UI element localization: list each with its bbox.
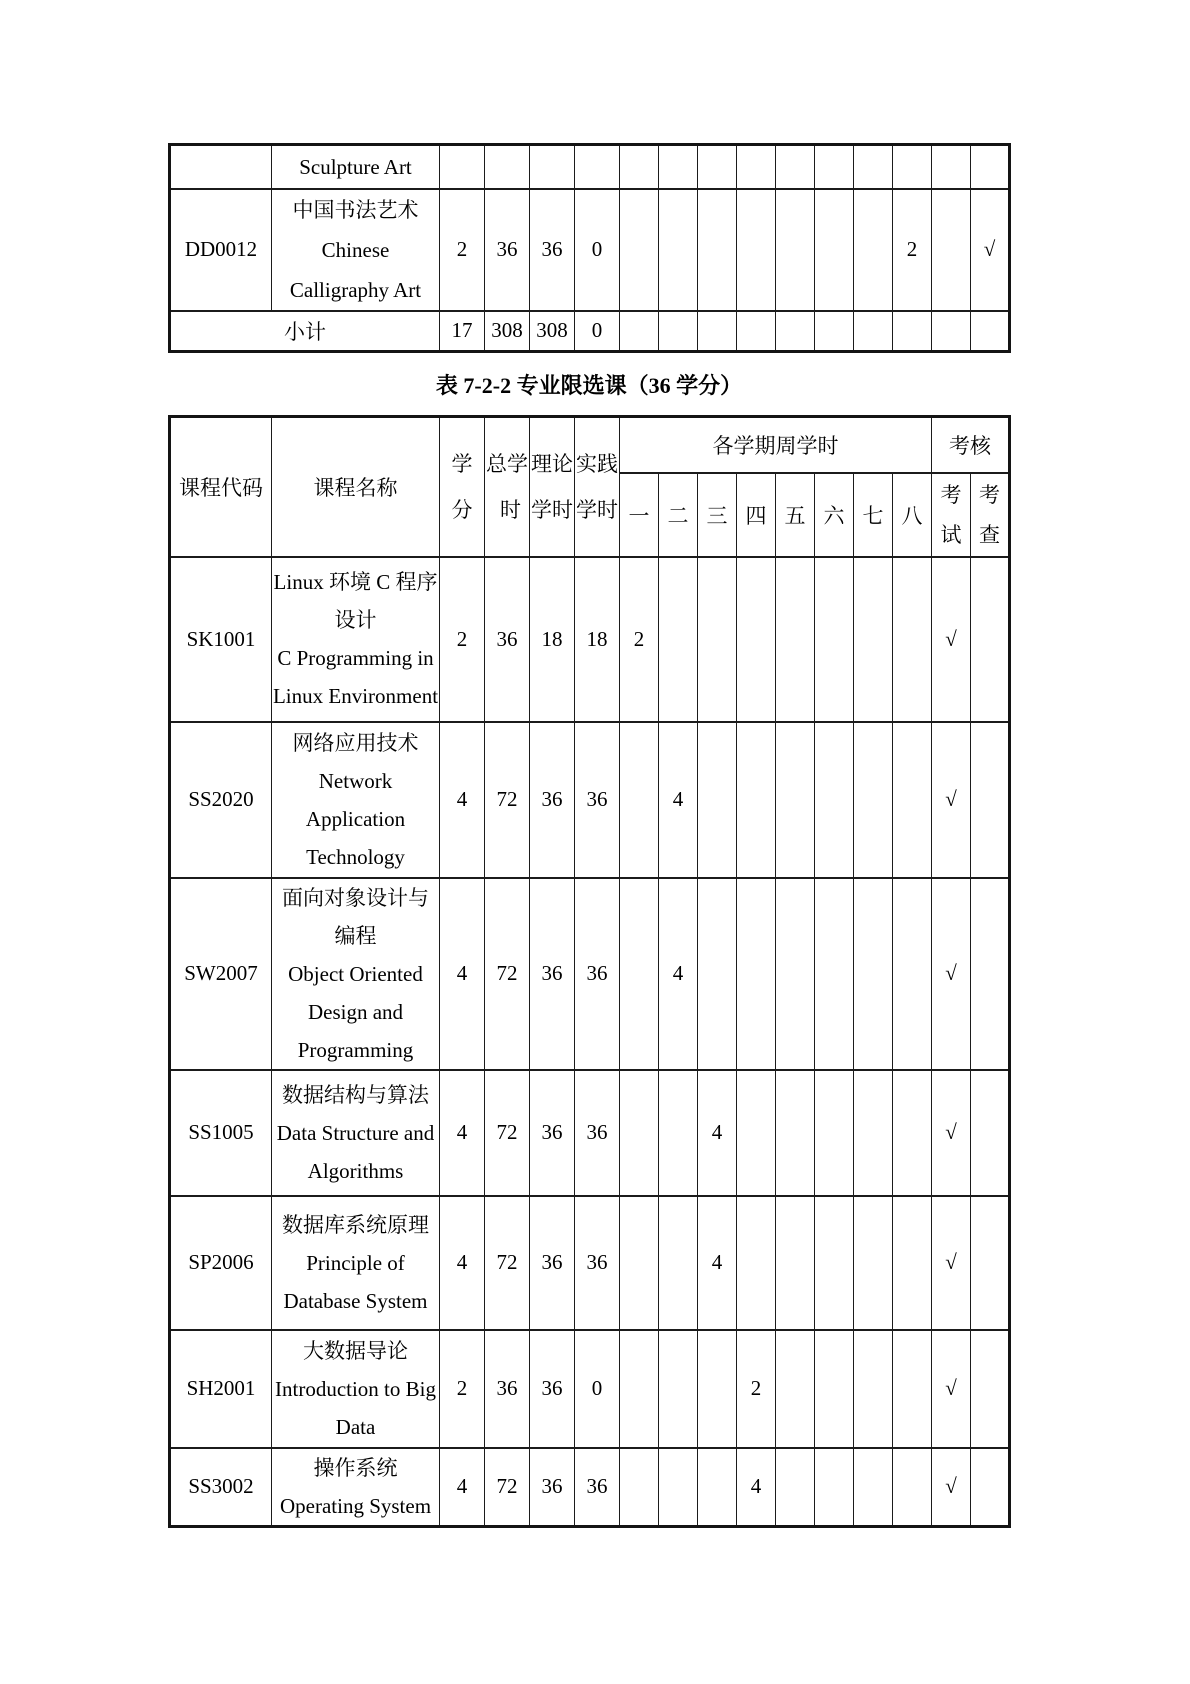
course-name-cell	[272, 1070, 440, 1196]
semester-4-hours-cell	[737, 145, 776, 189]
course-name-line: Application	[305, 806, 406, 831]
semester-1-hours-cell	[620, 1070, 659, 1196]
practice-hours-cell: 36	[575, 878, 620, 1070]
theory-hours-cell: 36	[530, 1070, 575, 1196]
semester-1-hours-cell	[620, 878, 659, 1070]
header-assessment-group: 考核	[932, 417, 1010, 473]
semester-7-hours-cell	[854, 1448, 893, 1527]
semester-1-hours-cell	[620, 311, 659, 352]
theory-hours-cell: 18	[530, 557, 575, 722]
total-hours-cell	[485, 145, 530, 189]
header-credits	[440, 417, 485, 557]
semester-4-hours-cell: 2	[737, 1330, 776, 1448]
course-name-line: Technology	[306, 844, 405, 869]
course-code-cell: SW2007	[170, 878, 272, 1070]
exam-check-cell: √	[932, 1196, 971, 1330]
semester-2-hours-cell	[659, 1448, 698, 1527]
semester-6-hours-cell	[815, 189, 854, 311]
subtotal-row	[170, 311, 1010, 352]
semester-5-hours-cell	[776, 1070, 815, 1196]
semester-6-hours-cell	[815, 1196, 854, 1330]
semester-6-hours-cell	[815, 557, 854, 722]
header-theory-hours-line: 理论	[531, 451, 573, 476]
course-name-line: Principle of	[306, 1250, 405, 1275]
semester-8-hours-cell	[893, 311, 932, 352]
course-code-cell: SH2001	[170, 1330, 272, 1448]
semester-7-hours-cell	[854, 1330, 893, 1448]
semester-5-hours-cell	[776, 722, 815, 878]
header-course-name: 课程名称	[272, 417, 440, 557]
course-code-cell	[170, 145, 272, 189]
semester-2-hours-cell	[659, 311, 698, 352]
review-check-cell	[971, 1448, 1010, 1527]
semester-4-hours-cell	[737, 189, 776, 311]
header-exam	[932, 473, 971, 557]
practice-hours-cell: 36	[575, 1070, 620, 1196]
course-name-cell	[272, 557, 440, 722]
semester-7-hours-cell	[854, 878, 893, 1070]
credit-cell: 4	[440, 1070, 485, 1196]
review-check-cell	[971, 557, 1010, 722]
semester-5-hours-cell	[776, 557, 815, 722]
course-code-cell: SS1005	[170, 1070, 272, 1196]
semester-3-hours-cell	[698, 1330, 737, 1448]
credit-cell	[440, 145, 485, 189]
exam-check-cell: √	[932, 722, 971, 878]
header-exam-line: 考	[940, 482, 962, 507]
semester-6-hours-cell	[815, 311, 854, 352]
semester-5-hours-cell	[776, 189, 815, 311]
table-row	[170, 145, 1010, 189]
credit-cell: 4	[440, 1196, 485, 1330]
exam-check-cell: √	[932, 878, 971, 1070]
course-name-cell	[272, 1330, 440, 1448]
course-name-line: Operating System	[279, 1493, 432, 1518]
header-semester-1: 一	[620, 473, 659, 557]
semester-8-hours-cell	[893, 1070, 932, 1196]
semester-1-hours-cell	[620, 1330, 659, 1448]
semester-6-hours-cell	[815, 1448, 854, 1527]
review-check-cell	[971, 878, 1010, 1070]
semester-3-hours-cell	[698, 1448, 737, 1527]
semester-5-hours-cell	[776, 145, 815, 189]
practice-hours-cell: 18	[575, 557, 620, 722]
semester-4-hours-cell	[737, 1070, 776, 1196]
semester-8-hours-cell: 2	[893, 189, 932, 311]
semester-7-hours-cell	[854, 722, 893, 878]
course-name-cell	[272, 878, 440, 1070]
theory-hours-cell: 36	[530, 189, 575, 311]
semester-7-hours-cell	[854, 1070, 893, 1196]
course-name-line: 操作系统	[313, 1455, 398, 1480]
semester-3-hours-cell	[698, 557, 737, 722]
course-name-cell	[272, 189, 440, 311]
semester-2-hours-cell	[659, 189, 698, 311]
semester-4-hours-cell	[737, 878, 776, 1070]
subtotal-label-cell: 小计	[170, 311, 440, 352]
semester-1-hours-cell	[620, 1196, 659, 1330]
course-name-line: Programming	[297, 1037, 414, 1062]
review-check-cell	[971, 311, 1010, 352]
semester-7-hours-cell	[854, 557, 893, 722]
header-credits-line: 分	[451, 497, 473, 522]
practice-hours-cell: 36	[575, 1196, 620, 1330]
credit-cell: 4	[440, 878, 485, 1070]
course-name-line: Sculpture Art	[299, 154, 412, 179]
semester-1-hours-cell: 2	[620, 557, 659, 722]
header-semester-8: 八	[893, 473, 932, 557]
course-code-cell: SP2006	[170, 1196, 272, 1330]
course-name-line: 中国书法艺术	[292, 197, 419, 222]
course-name-cell	[272, 1448, 440, 1527]
practice-hours-cell: 0	[575, 189, 620, 311]
header-credits-line: 学	[451, 451, 473, 476]
course-code-cell: SK1001	[170, 557, 272, 722]
review-check-cell	[971, 145, 1010, 189]
theory-hours-cell: 36	[530, 878, 575, 1070]
semester-8-hours-cell	[893, 145, 932, 189]
course-name-line: Linux Environment	[272, 684, 439, 708]
table-row	[170, 1448, 1010, 1527]
semester-5-hours-cell	[776, 1196, 815, 1330]
theory-hours-cell: 36	[530, 1196, 575, 1330]
exam-check-cell: √	[932, 1330, 971, 1448]
practice-hours-cell	[575, 145, 620, 189]
semester-4-hours-cell	[737, 1196, 776, 1330]
header-semester-7: 七	[854, 473, 893, 557]
semester-3-hours-cell: 4	[698, 1070, 737, 1196]
semester-6-hours-cell	[815, 145, 854, 189]
course-code-cell: SS2020	[170, 722, 272, 878]
semester-1-hours-cell	[620, 722, 659, 878]
table-row	[170, 878, 1010, 1070]
semester-6-hours-cell	[815, 878, 854, 1070]
table-row	[170, 722, 1010, 878]
practice-hours-cell: 0	[575, 311, 620, 352]
review-check-cell	[971, 1330, 1010, 1448]
restricted-elective-table	[168, 415, 1011, 1528]
course-name-line: Database System	[283, 1288, 428, 1313]
review-check-cell	[971, 722, 1010, 878]
semester-3-hours-cell	[698, 878, 737, 1070]
practice-hours-cell: 36	[575, 722, 620, 878]
semester-5-hours-cell	[776, 878, 815, 1070]
semester-3-hours-cell: 4	[698, 1196, 737, 1330]
semester-7-hours-cell	[854, 145, 893, 189]
theory-hours-cell	[530, 145, 575, 189]
header-semester-5: 五	[776, 473, 815, 557]
theory-hours-cell: 36	[530, 1330, 575, 1448]
course-name-cell	[272, 1196, 440, 1330]
semester-1-hours-cell	[620, 189, 659, 311]
semester-2-hours-cell: 4	[659, 722, 698, 878]
course-name-line: Chinese	[321, 237, 390, 262]
elective-table-continued	[168, 143, 1011, 353]
header-total-hours	[485, 417, 530, 557]
header-practice-hours-line: 学时	[576, 497, 618, 522]
semester-8-hours-cell	[893, 1330, 932, 1448]
semester-2-hours-cell	[659, 557, 698, 722]
practice-hours-cell: 0	[575, 1330, 620, 1448]
total-hours-cell: 72	[485, 878, 530, 1070]
course-name-line: Introduction to Big	[275, 1376, 436, 1401]
credit-cell: 2	[440, 189, 485, 311]
semester-1-hours-cell	[620, 145, 659, 189]
header-theory-hours-line: 学时	[531, 497, 573, 522]
semester-5-hours-cell	[776, 311, 815, 352]
header-total-hours-line: 时	[500, 497, 521, 522]
header-review-line: 查	[979, 522, 1000, 547]
semester-3-hours-cell	[698, 189, 737, 311]
credit-cell: 17	[440, 311, 485, 352]
review-check-cell	[971, 1196, 1010, 1330]
header-course-code: 课程代码	[170, 417, 272, 557]
course-name-line: Linux 环境 C 程序	[273, 570, 438, 594]
semester-2-hours-cell: 4	[659, 878, 698, 1070]
course-name-line: 设计	[334, 608, 377, 632]
course-name-line: Design and	[307, 999, 404, 1024]
theory-hours-cell: 36	[530, 1448, 575, 1527]
document-sheet	[168, 143, 1010, 1528]
table-row	[170, 1070, 1010, 1196]
header-theory-hours	[530, 417, 575, 557]
practice-hours-cell: 36	[575, 1448, 620, 1527]
credit-cell: 4	[440, 722, 485, 878]
course-code-cell: DD0012	[170, 189, 272, 311]
semester-7-hours-cell	[854, 1196, 893, 1330]
exam-check-cell	[932, 145, 971, 189]
header-row-groups	[170, 417, 1010, 473]
semester-3-hours-cell	[698, 722, 737, 878]
semester-5-hours-cell	[776, 1448, 815, 1527]
semester-4-hours-cell	[737, 311, 776, 352]
semester-2-hours-cell	[659, 145, 698, 189]
semester-7-hours-cell	[854, 311, 893, 352]
semester-8-hours-cell	[893, 557, 932, 722]
header-exam-line: 试	[940, 522, 962, 547]
course-name-line: 大数据导论	[303, 1338, 408, 1363]
course-name-line: 编程	[334, 923, 377, 948]
semester-2-hours-cell	[659, 1070, 698, 1196]
credit-cell: 2	[440, 557, 485, 722]
review-check-cell: √	[971, 189, 1010, 311]
course-name-line: 网络应用技术	[292, 730, 419, 755]
semester-6-hours-cell	[815, 722, 854, 878]
course-name-line: Network	[318, 768, 393, 793]
course-name-line: C Programming in	[277, 646, 434, 670]
table-row	[170, 189, 1010, 311]
table-caption: 表 7-2-2 专业限选课（36 学分）	[435, 373, 743, 398]
semester-8-hours-cell	[893, 1448, 932, 1527]
semester-4-hours-cell	[737, 557, 776, 722]
header-semester-6: 六	[815, 473, 854, 557]
total-hours-cell: 36	[485, 1330, 530, 1448]
course-name-line: 数据库系统原理	[282, 1212, 429, 1237]
header-review	[971, 473, 1010, 557]
total-hours-cell: 72	[485, 1448, 530, 1527]
semester-6-hours-cell	[815, 1070, 854, 1196]
course-name-cell	[272, 145, 440, 189]
semester-4-hours-cell	[737, 722, 776, 878]
semester-7-hours-cell	[854, 189, 893, 311]
table-row	[170, 1330, 1010, 1448]
semester-8-hours-cell	[893, 722, 932, 878]
total-hours-cell: 72	[485, 1070, 530, 1196]
header-semester-4: 四	[737, 473, 776, 557]
header-semester-2: 二	[659, 473, 698, 557]
course-name-line: Data	[335, 1414, 376, 1439]
semester-4-hours-cell: 4	[737, 1448, 776, 1527]
exam-check-cell: √	[932, 557, 971, 722]
course-name-line: Calligraphy Art	[289, 277, 422, 302]
semester-2-hours-cell	[659, 1330, 698, 1448]
exam-check-cell: √	[932, 1448, 971, 1527]
semester-1-hours-cell	[620, 1448, 659, 1527]
exam-check-cell	[932, 189, 971, 311]
course-name-line: Data Structure and	[276, 1120, 435, 1145]
semester-3-hours-cell	[698, 311, 737, 352]
header-practice-hours	[575, 417, 620, 557]
header-review-line: 考	[979, 482, 1000, 507]
total-hours-cell: 36	[485, 189, 530, 311]
theory-hours-cell: 308	[530, 311, 575, 352]
credit-cell: 2	[440, 1330, 485, 1448]
course-code-cell: SS3002	[170, 1448, 272, 1527]
total-hours-cell: 72	[485, 1196, 530, 1330]
semester-8-hours-cell	[893, 1196, 932, 1330]
table-row	[170, 1196, 1010, 1330]
header-semester-3: 三	[698, 473, 737, 557]
total-hours-cell: 36	[485, 557, 530, 722]
exam-check-cell: √	[932, 1070, 971, 1196]
semester-2-hours-cell	[659, 1196, 698, 1330]
exam-check-cell	[932, 311, 971, 352]
semester-3-hours-cell	[698, 145, 737, 189]
course-name-line: 面向对象设计与	[282, 885, 429, 910]
review-check-cell	[971, 1070, 1010, 1196]
semester-6-hours-cell	[815, 1330, 854, 1448]
header-total-hours-line: 总学	[486, 451, 528, 476]
table-row	[170, 557, 1010, 722]
semester-8-hours-cell	[893, 878, 932, 1070]
header-practice-hours-line: 实践	[576, 451, 618, 476]
theory-hours-cell: 36	[530, 722, 575, 878]
course-name-line: 数据结构与算法	[282, 1082, 429, 1107]
total-hours-cell: 308	[485, 311, 530, 352]
credit-cell: 4	[440, 1448, 485, 1527]
course-name-line: Algorithms	[307, 1158, 404, 1183]
header-weekly-hours-group: 各学期周学时	[620, 417, 932, 473]
total-hours-cell: 72	[485, 722, 530, 878]
semester-5-hours-cell	[776, 1330, 815, 1448]
course-name-cell	[272, 722, 440, 878]
course-name-line: Object Oriented	[288, 961, 423, 986]
